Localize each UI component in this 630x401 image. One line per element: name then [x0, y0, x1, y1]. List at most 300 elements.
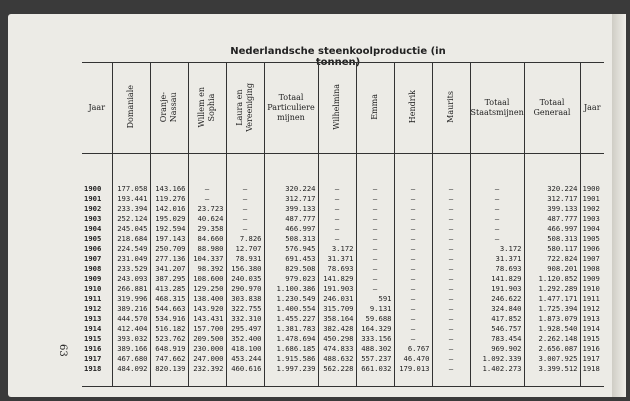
value-cell: —: [394, 254, 432, 264]
value-cell: —: [356, 154, 394, 195]
value-cell: —: [394, 214, 432, 224]
value-cell: —: [432, 194, 470, 204]
year-cell: 1907: [580, 254, 604, 264]
column-header-label: Laura en Vereeniging: [235, 82, 254, 132]
value-cell: —: [318, 234, 356, 244]
value-cell: 84.660: [188, 234, 226, 244]
value-cell: 319.996: [112, 294, 150, 304]
value-cell: 2.656.087: [524, 344, 580, 354]
value-cell: 179.013: [394, 364, 432, 387]
value-cell: 177.058: [112, 154, 150, 195]
column-header: [112, 63, 150, 154]
value-cell: 450.298: [318, 334, 356, 344]
value-cell: 98.392: [188, 264, 226, 274]
value-cell: 591: [356, 294, 394, 304]
value-cell: —: [432, 304, 470, 314]
value-cell: —: [356, 224, 394, 234]
value-cell: 747.662: [150, 354, 188, 364]
value-cell: 119.276: [150, 194, 188, 204]
year-cell: 1902: [580, 204, 604, 214]
value-cell: 218.684: [112, 234, 150, 244]
value-cell: 230.000: [188, 344, 226, 354]
value-cell: 1.100.386: [264, 284, 318, 294]
value-cell: 3.399.512: [524, 364, 580, 387]
value-cell: 466.997: [524, 224, 580, 234]
value-cell: 78.693: [318, 264, 356, 274]
table-body: [82, 154, 604, 387]
value-cell: 341.207: [150, 264, 188, 274]
value-cell: —: [226, 224, 264, 234]
value-cell: —: [226, 214, 264, 224]
table-row: [82, 214, 604, 224]
column-header-label: Hendrik: [408, 90, 417, 124]
value-cell: 979.023: [264, 274, 318, 284]
value-cell: 233.529: [112, 264, 150, 274]
value-cell: —: [432, 334, 470, 344]
value-cell: 1.477.171: [524, 294, 580, 304]
value-cell: —: [432, 314, 470, 324]
value-cell: 557.237: [356, 354, 394, 364]
value-cell: 31.371: [470, 254, 524, 264]
year-cell: 1904: [580, 224, 604, 234]
column-header: [318, 63, 356, 154]
value-cell: 240.035: [226, 274, 264, 284]
table-row: [82, 334, 604, 344]
column-header: [264, 63, 318, 154]
value-cell: 104.337: [188, 254, 226, 264]
column-header: [356, 63, 394, 154]
table-row: [82, 284, 604, 294]
value-cell: 1.928.540: [524, 324, 580, 334]
value-cell: 320.224: [524, 154, 580, 195]
value-cell: 1.915.586: [264, 354, 318, 364]
year-cell: 1915: [84, 334, 102, 343]
value-cell: —: [394, 194, 432, 204]
value-cell: 246.622: [470, 294, 524, 304]
value-cell: —: [432, 154, 470, 195]
column-header: [524, 63, 580, 154]
value-cell: 908.201: [524, 264, 580, 274]
value-cell: 1.230.549: [264, 294, 318, 304]
table-row: [82, 364, 604, 387]
value-cell: —: [226, 204, 264, 214]
year-cell: 1905: [580, 234, 604, 244]
year-cell: 1909: [580, 274, 604, 284]
value-cell: 156.380: [226, 264, 264, 274]
value-cell: 534.916: [150, 314, 188, 324]
value-cell: 722.824: [524, 254, 580, 264]
value-cell: 193.441: [112, 194, 150, 204]
value-cell: 1.092.339: [470, 354, 524, 364]
value-cell: 333.156: [356, 334, 394, 344]
column-header-label: Oranje- Nassau: [159, 91, 178, 123]
value-cell: —: [394, 324, 432, 334]
value-cell: —: [432, 344, 470, 354]
value-cell: 969.902: [470, 344, 524, 354]
value-cell: —: [356, 204, 394, 214]
value-cell: 23.723: [188, 204, 226, 214]
value-cell: —: [432, 224, 470, 234]
column-header: [226, 63, 264, 154]
column-header-label: Willem en Sophia: [197, 86, 216, 128]
year-cell: 1918: [580, 364, 604, 387]
book-page: [8, 14, 626, 397]
value-cell: 488.302: [356, 344, 394, 354]
value-cell: 59.688: [356, 314, 394, 324]
value-cell: —: [394, 204, 432, 214]
year-cell: 1904: [84, 224, 102, 233]
value-cell: 468.315: [150, 294, 188, 304]
value-cell: 1.686.185: [264, 344, 318, 354]
year-cell: 1911: [580, 294, 604, 304]
year-cell: 1905: [84, 234, 102, 243]
value-cell: —: [470, 214, 524, 224]
value-cell: —: [356, 194, 394, 204]
column-header: [150, 63, 188, 154]
value-cell: 78.693: [470, 264, 524, 274]
value-cell: 332.310: [226, 314, 264, 324]
production-table: [82, 62, 604, 387]
value-cell: 487.777: [524, 214, 580, 224]
value-cell: 141.829: [470, 274, 524, 284]
value-cell: —: [432, 294, 470, 304]
value-cell: —: [394, 334, 432, 344]
year-cell: 1913: [580, 314, 604, 324]
value-cell: 143.920: [188, 304, 226, 314]
value-cell: 413.285: [150, 284, 188, 294]
value-cell: 250.709: [150, 244, 188, 254]
value-cell: 358.164: [318, 314, 356, 324]
value-cell: 453.244: [226, 354, 264, 364]
value-cell: 389.216: [112, 304, 150, 314]
value-cell: 315.709: [318, 304, 356, 314]
value-cell: 418.100: [226, 344, 264, 354]
year-cell: 1908: [580, 264, 604, 274]
value-cell: 1.478.694: [264, 334, 318, 344]
value-cell: —: [318, 214, 356, 224]
value-cell: 691.453: [264, 254, 318, 264]
year-cell: 1914: [580, 324, 604, 334]
year-cell: 1917: [84, 354, 102, 363]
value-cell: 46.470: [394, 354, 432, 364]
value-cell: 78.931: [226, 254, 264, 264]
value-cell: 487.777: [264, 214, 318, 224]
year-cell: 1901: [84, 194, 102, 203]
value-cell: 444.570: [112, 314, 150, 324]
value-cell: 516.182: [150, 324, 188, 334]
value-cell: —: [432, 274, 470, 284]
value-cell: 1.725.394: [524, 304, 580, 314]
value-cell: 580.117: [524, 244, 580, 254]
value-cell: 2.262.148: [524, 334, 580, 344]
value-cell: 322.755: [226, 304, 264, 314]
table-row: [82, 224, 604, 234]
value-cell: —: [432, 204, 470, 214]
value-cell: 295.497: [226, 324, 264, 334]
value-cell: 417.852: [470, 314, 524, 324]
value-cell: 29.358: [188, 224, 226, 234]
year-cell: 1903: [84, 214, 102, 223]
value-cell: 142.016: [150, 204, 188, 214]
column-header-label: Wilhelmina: [332, 84, 341, 130]
value-cell: —: [226, 194, 264, 204]
value-cell: 157.700: [188, 324, 226, 334]
value-cell: —: [188, 194, 226, 204]
value-cell: 243.093: [112, 274, 150, 284]
year-cell: 1912: [580, 304, 604, 314]
year-cell: 1915: [580, 334, 604, 344]
value-cell: 3.172: [470, 244, 524, 254]
value-cell: —: [356, 284, 394, 294]
value-cell: 197.143: [150, 234, 188, 244]
year-cell: 1902: [84, 204, 102, 213]
value-cell: 1.120.852: [524, 274, 580, 284]
table-row: [82, 314, 604, 324]
value-cell: 224.549: [112, 244, 150, 254]
value-cell: 164.329: [356, 324, 394, 334]
year-cell: 1907: [84, 254, 102, 263]
table-row: [82, 264, 604, 274]
value-cell: 508.313: [524, 234, 580, 244]
value-cell: 387.295: [150, 274, 188, 284]
column-header-label: Totaal Particuliere mijnen: [267, 93, 315, 122]
page-number: 63: [57, 344, 68, 357]
table-row: [82, 304, 604, 314]
value-cell: —: [356, 214, 394, 224]
value-cell: 508.313: [264, 234, 318, 244]
year-cell: 1918: [82, 364, 112, 387]
value-cell: —: [394, 304, 432, 314]
table-row: [82, 324, 604, 334]
value-cell: 266.881: [112, 284, 150, 294]
book-spine: [612, 14, 626, 397]
value-cell: —: [470, 234, 524, 244]
year-cell: 1901: [580, 194, 604, 204]
value-cell: —: [394, 284, 432, 294]
value-cell: 546.757: [470, 324, 524, 334]
value-cell: 40.624: [188, 214, 226, 224]
header-row: [82, 63, 604, 154]
value-cell: —: [432, 364, 470, 387]
year-cell: 1909: [84, 274, 102, 283]
value-cell: 783.454: [470, 334, 524, 344]
value-cell: —: [356, 274, 394, 284]
year-cell: 1900: [84, 184, 102, 193]
value-cell: 312.717: [524, 194, 580, 204]
value-cell: —: [356, 244, 394, 254]
value-cell: 247.000: [188, 354, 226, 364]
production-table-wrapper: [82, 62, 601, 387]
value-cell: —: [432, 244, 470, 254]
value-cell: 138.400: [188, 294, 226, 304]
value-cell: —: [394, 314, 432, 324]
value-cell: 141.829: [318, 274, 356, 284]
value-cell: —: [356, 264, 394, 274]
year-cell: 1916: [580, 344, 604, 354]
value-cell: —: [432, 354, 470, 364]
value-cell: —: [432, 234, 470, 244]
value-cell: 290.970: [226, 284, 264, 294]
value-cell: 488.632: [318, 354, 356, 364]
table-row: [82, 244, 604, 254]
value-cell: 252.124: [112, 214, 150, 224]
value-cell: —: [318, 204, 356, 214]
value-cell: 143.431: [188, 314, 226, 324]
value-cell: 6.767: [394, 344, 432, 354]
value-cell: 277.136: [150, 254, 188, 264]
value-cell: —: [394, 264, 432, 274]
value-cell: 31.371: [318, 254, 356, 264]
value-cell: 648.919: [150, 344, 188, 354]
value-cell: —: [432, 284, 470, 294]
value-cell: 820.139: [150, 364, 188, 387]
table-title: Nederlandsche steenkoolproductie (in tonnen): [230, 46, 446, 68]
value-cell: 829.508: [264, 264, 318, 274]
value-cell: —: [394, 224, 432, 234]
value-cell: 191.903: [470, 284, 524, 294]
column-header: [394, 63, 432, 154]
value-cell: 1.997.239: [264, 364, 318, 387]
value-cell: 1.455.227: [264, 314, 318, 324]
value-cell: 1.400.554: [264, 304, 318, 314]
value-cell: 88.980: [188, 244, 226, 254]
year-cell: 1906: [580, 244, 604, 254]
value-cell: 399.133: [524, 204, 580, 214]
value-cell: 231.049: [112, 254, 150, 264]
column-header: [580, 63, 604, 154]
table-row: [82, 194, 604, 204]
value-cell: —: [356, 254, 394, 264]
year-cell: 1912: [84, 304, 102, 313]
value-cell: 474.833: [318, 344, 356, 354]
column-header-label: Jaar: [583, 103, 601, 112]
value-cell: —: [394, 154, 432, 195]
value-cell: 3.007.925: [524, 354, 580, 364]
year-cell: 1916: [84, 344, 102, 353]
value-cell: —: [318, 224, 356, 234]
value-cell: 467.680: [112, 354, 150, 364]
value-cell: 192.594: [150, 224, 188, 234]
value-cell: 191.903: [318, 284, 356, 294]
value-cell: —: [394, 244, 432, 254]
value-cell: 108.600: [188, 274, 226, 284]
table-row: [82, 294, 604, 304]
year-cell: 1906: [84, 244, 102, 253]
table-row: [82, 234, 604, 244]
value-cell: 195.029: [150, 214, 188, 224]
value-cell: 1.381.783: [264, 324, 318, 334]
value-cell: 246.031: [318, 294, 356, 304]
value-cell: 661.032: [356, 364, 394, 387]
value-cell: 544.663: [150, 304, 188, 314]
value-cell: —: [470, 154, 524, 195]
value-cell: 389.166: [112, 344, 150, 354]
value-cell: —: [318, 154, 356, 195]
value-cell: 9.131: [356, 304, 394, 314]
table-row: [82, 354, 604, 364]
value-cell: 3.172: [318, 244, 356, 254]
value-cell: 1.402.273: [470, 364, 524, 387]
column-header-label: Jaar: [88, 103, 106, 112]
value-cell: 466.997: [264, 224, 318, 234]
table-row: [82, 274, 604, 284]
year-cell: 1914: [84, 324, 102, 333]
column-header: [470, 63, 524, 154]
value-cell: —: [188, 154, 226, 195]
column-header: [188, 63, 226, 154]
value-cell: 12.707: [226, 244, 264, 254]
table-row: [82, 204, 604, 214]
value-cell: 7.826: [226, 234, 264, 244]
table-row: [82, 154, 604, 195]
value-cell: —: [432, 324, 470, 334]
value-cell: —: [432, 264, 470, 274]
value-cell: 484.092: [112, 364, 150, 387]
value-cell: —: [394, 234, 432, 244]
value-cell: 324.840: [470, 304, 524, 314]
value-cell: —: [356, 234, 394, 244]
table-row: [82, 254, 604, 264]
year-cell: 1911: [84, 294, 102, 303]
year-cell: 1908: [84, 264, 102, 273]
value-cell: 393.032: [112, 334, 150, 344]
value-cell: 382.428: [318, 324, 356, 334]
column-header-label: Totaal Generaal: [533, 98, 571, 117]
column-header-label: Maurits: [446, 91, 455, 123]
value-cell: —: [318, 194, 356, 204]
column-header-label: Totaal Staatsmijnen: [470, 98, 524, 117]
value-cell: —: [470, 224, 524, 234]
value-cell: 562.228: [318, 364, 356, 387]
column-header: [82, 63, 112, 154]
value-cell: 245.045: [112, 224, 150, 234]
value-cell: 233.394: [112, 204, 150, 214]
year-cell: 1917: [580, 354, 604, 364]
value-cell: 523.762: [150, 334, 188, 344]
column-header-label: Emma: [370, 94, 379, 120]
column-header-label: Domaniale: [126, 85, 135, 129]
value-cell: 399.133: [264, 204, 318, 214]
value-cell: —: [394, 274, 432, 284]
value-cell: —: [470, 194, 524, 204]
value-cell: 143.166: [150, 154, 188, 195]
year-cell: 1910: [580, 284, 604, 294]
value-cell: 576.945: [264, 244, 318, 254]
value-cell: 209.500: [188, 334, 226, 344]
year-cell: 1910: [84, 284, 102, 293]
value-cell: 312.717: [264, 194, 318, 204]
table-row: [82, 344, 604, 354]
column-header: [432, 63, 470, 154]
year-cell: 1913: [84, 314, 102, 323]
value-cell: —: [432, 214, 470, 224]
value-cell: 1.292.289: [524, 284, 580, 294]
value-cell: —: [394, 294, 432, 304]
value-cell: —: [470, 204, 524, 214]
value-cell: 412.404: [112, 324, 150, 334]
value-cell: 303.838: [226, 294, 264, 304]
value-cell: 460.616: [226, 364, 264, 387]
value-cell: 129.250: [188, 284, 226, 294]
year-cell: 1903: [580, 214, 604, 224]
value-cell: —: [432, 254, 470, 264]
value-cell: 1.873.079: [524, 314, 580, 324]
value-cell: 320.224: [264, 154, 318, 195]
value-cell: 232.392: [188, 364, 226, 387]
value-cell: 352.400: [226, 334, 264, 344]
year-cell: 1900: [580, 154, 604, 195]
value-cell: —: [226, 154, 264, 195]
